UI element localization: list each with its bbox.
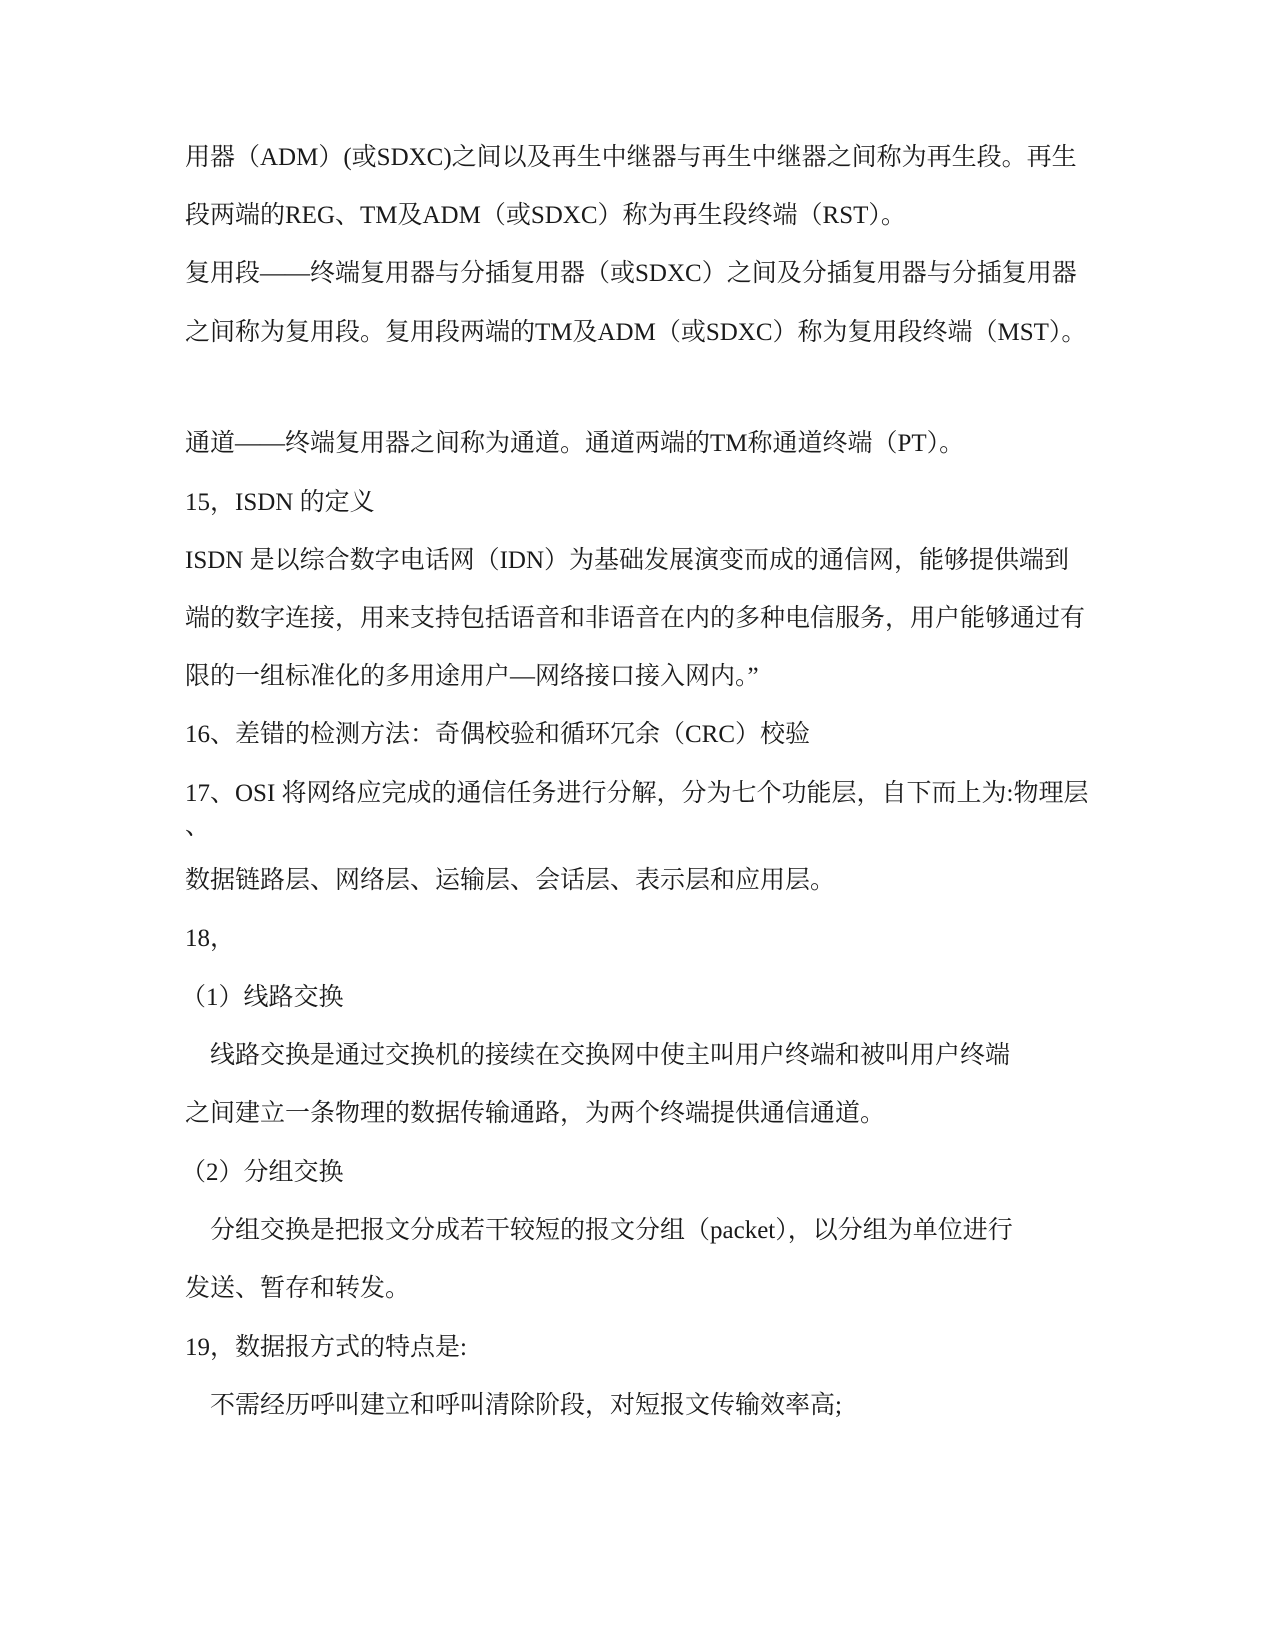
paragraph-line: 分组交换是把报文分成若干较短的报文分组（packet），以分组为单位进行 — [210, 1217, 1013, 1244]
paragraph-line: 段两端的REG、TM及ADM（或SDXC）称为再生段终端（RST）。 — [185, 202, 906, 229]
paragraph-line: 线路交换是通过交换机的接续在交换网中使主叫用户终端和被叫用户终端 — [210, 1042, 1011, 1069]
section-heading: 18， — [185, 925, 236, 952]
section-heading: 17、OSI 将网络应完成的通信任务进行分解，分为七个功能层，自下而上为:物理层 — [185, 780, 1089, 807]
paragraph-line: 之间建立一条物理的数据传输通路，为两个终端提供通信通道。 — [185, 1100, 886, 1127]
paragraph-line: 数据链路层、网络层、运输层、会话层、表示层和应用层。 — [185, 867, 836, 894]
paragraph-line: 复用段——终端复用器与分插复用器（或SDXC）之间及分插复用器与分插复用器 — [185, 260, 1077, 287]
paragraph-line: 限的一组标准化的多用途用户—网络接口接入网内。” — [185, 663, 759, 690]
subsection-heading: （2）分组交换 — [181, 1159, 344, 1186]
section-heading: 15，ISDN 的定义 — [185, 489, 375, 516]
paragraph-line: 不需经历呼叫建立和呼叫清除阶段，对短报文传输效率高; — [210, 1392, 842, 1419]
paragraph-line: 发送、暂存和转发。 — [185, 1275, 411, 1302]
subsection-heading: （1）线路交换 — [181, 984, 344, 1011]
paragraph-line: 用器（ADM）(或SDXC)之间以及再生中继器与再生中继器之间称为再生段。再生 — [185, 144, 1077, 171]
section-heading: 19，数据报方式的特点是: — [185, 1334, 467, 1361]
paragraph-line: 通道——终端复用器之间称为通道。通道两端的TM称通道终端（PT）。 — [185, 430, 965, 457]
section-heading: 16、差错的检测方法：奇偶校验和循环冗余（CRC）校验 — [185, 721, 811, 748]
paragraph-line: 端的数字连接，用来支持包括语音和非语音在内的多种电信服务，用户能够通过有 — [185, 605, 1086, 632]
paragraph-line: 之间称为复用段。复用段两端的TM及ADM（或SDXC）称为复用段终端（MST）。 — [185, 319, 1087, 346]
paragraph-line: ISDN 是以综合数字电话网（IDN）为基础发展演变而成的通信网，能够提供端到 — [185, 547, 1070, 574]
paragraph-line: 、 — [185, 813, 211, 840]
